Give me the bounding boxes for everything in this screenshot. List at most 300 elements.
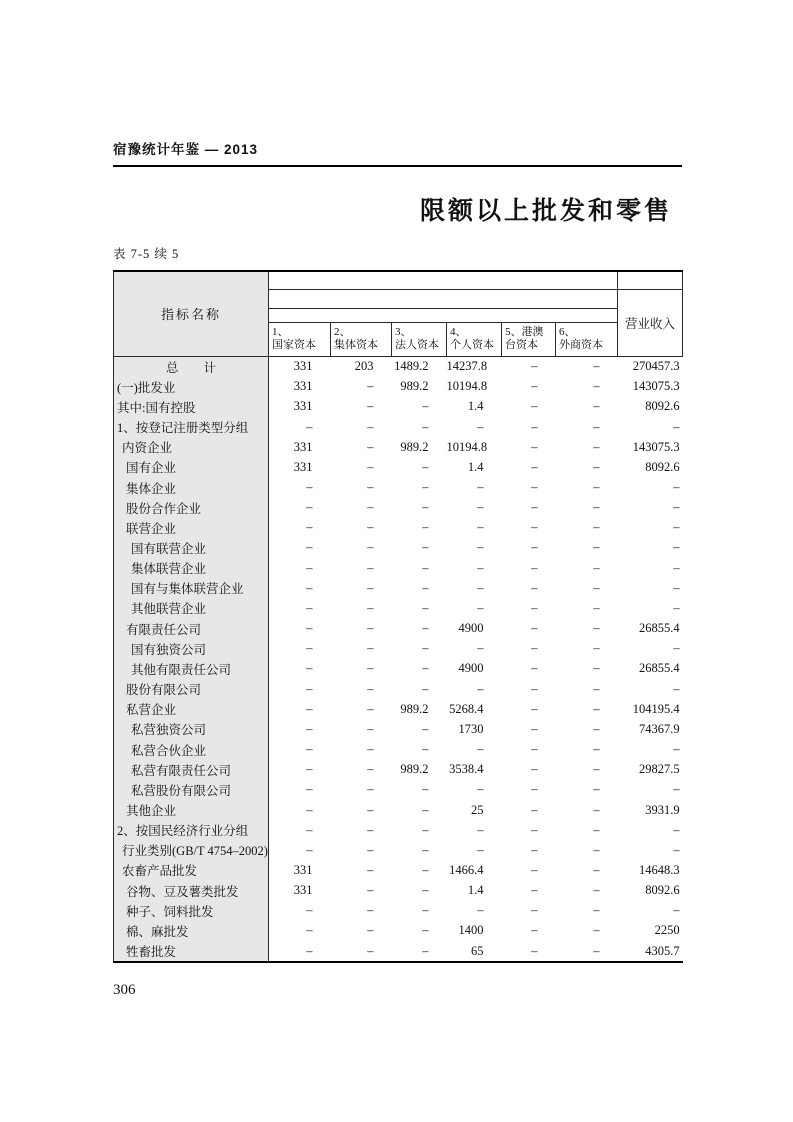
page-content <box>113 138 682 999</box>
revenue-value: – <box>673 842 680 857</box>
revenue-value: – <box>673 681 680 696</box>
capital-value: – <box>593 762 600 777</box>
chapter-title: 限额以上批发和零售 <box>419 198 672 225</box>
capital-value: – <box>477 600 484 615</box>
capital-value: – <box>477 520 484 535</box>
column-header-state-capital <box>269 322 331 356</box>
capital-value: – <box>593 943 600 958</box>
capital-value: 5268.4 <box>449 701 484 716</box>
table-row <box>114 739 683 759</box>
table-row <box>114 457 683 477</box>
capital-value: – <box>422 923 429 938</box>
capital-value: – <box>593 641 600 656</box>
capital-value: – <box>367 500 374 515</box>
table-row <box>114 518 683 538</box>
capital-value: – <box>367 560 374 575</box>
capital-value: – <box>593 480 600 495</box>
capital-value: – <box>422 621 429 636</box>
capital-value: – <box>367 621 374 636</box>
capital-value: – <box>593 923 600 938</box>
capital-value: 331 <box>293 883 313 898</box>
row-label: 国有联营企业 <box>114 538 269 558</box>
column-header-personal-capital <box>447 322 502 356</box>
capital-value: – <box>593 600 600 615</box>
capital-value: – <box>367 661 374 676</box>
capital-value: – <box>593 822 600 837</box>
capital-value: – <box>367 923 374 938</box>
capital-value: 3538.4 <box>449 762 484 777</box>
table-row <box>114 397 683 417</box>
capital-value: – <box>593 540 600 555</box>
capital-value: – <box>306 641 313 656</box>
capital-value: – <box>367 802 374 817</box>
statistics-table <box>113 270 683 963</box>
capital-value: – <box>593 560 600 575</box>
capital-value: – <box>531 762 538 777</box>
capital-value: – <box>593 379 600 394</box>
revenue-value: 8092.6 <box>645 399 680 414</box>
capital-value: – <box>306 943 313 958</box>
table-row <box>114 377 683 397</box>
capital-value: – <box>422 641 429 656</box>
capital-value: – <box>367 459 374 474</box>
capital-value: – <box>593 621 600 636</box>
capital-value: – <box>531 721 538 736</box>
capital-value: – <box>367 943 374 958</box>
table-row <box>114 578 683 598</box>
capital-value: – <box>422 862 429 877</box>
capital-value: – <box>477 822 484 837</box>
capital-value: 989.2 <box>400 439 429 454</box>
row-label: 其他联营企业 <box>114 598 269 618</box>
capital-value: – <box>477 842 484 857</box>
table-body <box>114 356 683 962</box>
table-header <box>114 271 683 356</box>
capital-value: – <box>422 540 429 555</box>
capital-value: – <box>593 842 600 857</box>
row-label: 谷物、豆及薯类批发 <box>114 881 269 901</box>
capital-value: – <box>531 923 538 938</box>
capital-value: – <box>477 560 484 575</box>
table-row <box>114 639 683 659</box>
table-row <box>114 619 683 639</box>
revenue-value: 3931.9 <box>645 802 680 817</box>
row-label: 棉、麻批发 <box>114 921 269 941</box>
capital-value: – <box>306 721 313 736</box>
capital-value: – <box>531 842 538 857</box>
table-row <box>114 840 683 860</box>
table-row <box>114 598 683 618</box>
capital-value: – <box>593 399 600 414</box>
capital-value: – <box>593 701 600 716</box>
table-label: 表 7-5 续 5 <box>113 247 180 261</box>
column-header-collective-capital <box>331 322 392 356</box>
capital-value: 331 <box>293 862 313 877</box>
capital-value: – <box>531 580 538 595</box>
capital-value: 4900 <box>458 621 484 636</box>
capital-value: – <box>306 681 313 696</box>
capital-value: 1.4 <box>467 459 484 474</box>
revenue-value: – <box>673 560 680 575</box>
column-header-line2: 台资本 <box>505 339 538 351</box>
capital-value: – <box>531 943 538 958</box>
header-band-top-right <box>618 271 683 289</box>
page-number: 306 <box>113 982 136 999</box>
row-label: 私营合伙企业 <box>114 739 269 759</box>
capital-value: – <box>422 721 429 736</box>
capital-value: – <box>593 359 600 374</box>
capital-value: – <box>531 822 538 837</box>
table-row <box>114 477 683 497</box>
capital-value: – <box>422 822 429 837</box>
revenue-value: 143075.3 <box>632 379 680 394</box>
revenue-value: 74367.9 <box>638 721 680 736</box>
capital-value: 65 <box>471 943 484 958</box>
revenue-value: 14648.3 <box>638 862 680 877</box>
column-header-line1: 2、 <box>334 326 351 339</box>
capital-value: – <box>306 903 313 918</box>
table-row <box>114 659 683 679</box>
revenue-value: 8092.6 <box>645 883 680 898</box>
revenue-value: 2250 <box>654 923 680 938</box>
capital-value: – <box>477 903 484 918</box>
capital-value: – <box>531 802 538 817</box>
capital-value: – <box>367 480 374 495</box>
column-header-foreign-capital <box>556 322 618 356</box>
capital-value: – <box>367 520 374 535</box>
revenue-value: 8092.6 <box>645 459 680 474</box>
capital-value: – <box>593 520 600 535</box>
capital-value: – <box>531 621 538 636</box>
table-row <box>114 437 683 457</box>
capital-value: – <box>306 600 313 615</box>
capital-value: – <box>367 721 374 736</box>
capital-value: – <box>422 560 429 575</box>
capital-value: – <box>422 802 429 817</box>
revenue-value: – <box>673 822 680 837</box>
capital-value: – <box>593 681 600 696</box>
row-label: 行业类别(GB/T 4754–2002) <box>114 840 269 860</box>
capital-value: – <box>593 459 600 474</box>
revenue-value: 26855.4 <box>638 621 680 636</box>
capital-value: – <box>531 641 538 656</box>
row-label: 1、按登记注册类型分组 <box>114 417 269 437</box>
capital-value: – <box>367 580 374 595</box>
capital-value: – <box>531 379 538 394</box>
revenue-value: 143075.3 <box>632 439 680 454</box>
capital-value: – <box>593 580 600 595</box>
capital-value: – <box>531 419 538 434</box>
capital-value: – <box>422 580 429 595</box>
capital-value: – <box>593 500 600 515</box>
capital-value: – <box>306 762 313 777</box>
capital-value: – <box>306 742 313 757</box>
capital-value: – <box>367 681 374 696</box>
capital-value: – <box>531 560 538 575</box>
capital-value: – <box>531 399 538 414</box>
capital-value: – <box>306 520 313 535</box>
capital-value: 331 <box>293 399 313 414</box>
capital-value: – <box>593 419 600 434</box>
running-head-text: 宿豫统计年鉴 — 2013 <box>113 142 259 157</box>
capital-value: – <box>422 842 429 857</box>
running-head <box>113 138 682 167</box>
capital-value: 1.4 <box>467 399 484 414</box>
capital-value: 1400 <box>458 923 484 938</box>
header-band-lower <box>269 308 618 322</box>
capital-value: – <box>531 903 538 918</box>
row-label: 联营企业 <box>114 518 269 538</box>
revenue-value: 26855.4 <box>638 661 680 676</box>
capital-value: – <box>593 661 600 676</box>
capital-value: – <box>306 621 313 636</box>
capital-value: – <box>531 701 538 716</box>
revenue-value: – <box>673 520 680 535</box>
row-label: 内资企业 <box>114 437 269 457</box>
capital-value: 1.4 <box>467 883 484 898</box>
table-row <box>114 921 683 941</box>
capital-value: – <box>477 500 484 515</box>
capital-value: – <box>422 883 429 898</box>
table-row <box>114 760 683 780</box>
capital-value: – <box>531 520 538 535</box>
capital-value: – <box>422 782 429 797</box>
column-header-line1: 4、 <box>450 326 467 339</box>
capital-value: – <box>593 802 600 817</box>
row-label: 农畜产品批发 <box>114 860 269 880</box>
capital-value: 25 <box>471 802 484 817</box>
column-header-line2: 集体资本 <box>334 339 378 351</box>
table-row <box>114 860 683 880</box>
table-row <box>114 356 683 377</box>
capital-value: – <box>477 742 484 757</box>
capital-value: – <box>367 742 374 757</box>
column-header-line1: 3、 <box>395 326 412 339</box>
capital-value: – <box>531 540 538 555</box>
table-row <box>114 820 683 840</box>
table-row <box>114 901 683 921</box>
capital-value: – <box>593 903 600 918</box>
row-label: 国有企业 <box>114 457 269 477</box>
capital-value: – <box>367 782 374 797</box>
capital-value: 14237.8 <box>446 359 488 374</box>
revenue-value: – <box>673 600 680 615</box>
capital-value: 331 <box>293 459 313 474</box>
capital-value: – <box>367 903 374 918</box>
capital-value: – <box>306 419 313 434</box>
capital-value: – <box>531 480 538 495</box>
capital-value: – <box>531 359 538 374</box>
capital-value: – <box>531 782 538 797</box>
table-row <box>114 941 683 962</box>
header-band-middle <box>269 289 618 308</box>
column-header-line1: 5、港澳 <box>505 326 544 339</box>
column-header-line2: 法人资本 <box>395 339 439 351</box>
table-row <box>114 780 683 800</box>
capital-value: – <box>367 439 374 454</box>
column-header-legal-person-capital <box>392 322 447 356</box>
row-label: 2、按国民经济行业分组 <box>114 820 269 840</box>
capital-value: – <box>477 641 484 656</box>
capital-value: 331 <box>293 439 313 454</box>
capital-value: – <box>306 822 313 837</box>
row-label: 集体联营企业 <box>114 558 269 578</box>
revenue-value: 4305.7 <box>645 943 680 958</box>
capital-value: 10194.8 <box>446 379 488 394</box>
row-label: 私营有限责任公司 <box>114 760 269 780</box>
capital-value: – <box>593 721 600 736</box>
row-label: 其他有限责任公司 <box>114 659 269 679</box>
capital-value: – <box>367 399 374 414</box>
row-label: 总 计 <box>114 356 269 377</box>
capital-value: – <box>306 842 313 857</box>
table-row <box>114 558 683 578</box>
revenue-value: – <box>673 580 680 595</box>
table-row <box>114 679 683 699</box>
revenue-value: 270457.3 <box>632 359 680 374</box>
capital-value: – <box>367 862 374 877</box>
revenue-value: – <box>673 500 680 515</box>
capital-value: – <box>593 782 600 797</box>
capital-value: – <box>367 822 374 837</box>
row-label: 其中:国有控股 <box>114 397 269 417</box>
capital-value: – <box>306 480 313 495</box>
capital-value: – <box>477 580 484 595</box>
capital-value: – <box>306 500 313 515</box>
revenue-value: 29827.5 <box>638 762 680 777</box>
capital-value: – <box>306 560 313 575</box>
row-label: 集体企业 <box>114 477 269 497</box>
capital-value: – <box>422 742 429 757</box>
capital-value: – <box>593 883 600 898</box>
table-row <box>114 800 683 820</box>
capital-value: – <box>422 903 429 918</box>
revenue-value: – <box>673 903 680 918</box>
table-row <box>114 417 683 437</box>
capital-value: – <box>422 520 429 535</box>
revenue-value: – <box>673 480 680 495</box>
capital-value: – <box>306 782 313 797</box>
table-row <box>114 699 683 719</box>
capital-value: – <box>422 459 429 474</box>
capital-value: 989.2 <box>400 762 429 777</box>
revenue-value: – <box>673 782 680 797</box>
table-row <box>114 498 683 518</box>
row-label: 国有独资公司 <box>114 639 269 659</box>
capital-value: 1489.2 <box>394 359 429 374</box>
revenue-header: 营业收入 <box>618 289 683 356</box>
capital-value: – <box>531 742 538 757</box>
capital-value: – <box>306 661 313 676</box>
table-row <box>114 538 683 558</box>
capital-value: – <box>593 439 600 454</box>
row-label: 私营企业 <box>114 699 269 719</box>
revenue-value: 104195.4 <box>632 701 680 716</box>
capital-value: – <box>593 742 600 757</box>
row-label: 国有与集体联营企业 <box>114 578 269 598</box>
capital-value: – <box>367 842 374 857</box>
capital-value: – <box>367 540 374 555</box>
capital-value: 4900 <box>458 661 484 676</box>
capital-value: – <box>422 943 429 958</box>
capital-value: – <box>422 500 429 515</box>
capital-value: 1730 <box>458 721 484 736</box>
capital-value: – <box>367 701 374 716</box>
column-header-line2: 外商资本 <box>559 339 603 351</box>
capital-value: – <box>367 883 374 898</box>
capital-value: – <box>422 419 429 434</box>
capital-value: 331 <box>293 359 313 374</box>
column-header-line2: 国家资本 <box>272 339 316 351</box>
table-row <box>114 881 683 901</box>
row-label: (一)批发业 <box>114 377 269 397</box>
capital-value: – <box>367 762 374 777</box>
row-label: 股份有限公司 <box>114 679 269 699</box>
capital-value: – <box>422 600 429 615</box>
capital-value: – <box>531 500 538 515</box>
header-band-top <box>269 271 618 289</box>
row-label: 私营股份有限公司 <box>114 780 269 800</box>
column-header-line1: 6、 <box>559 326 576 339</box>
capital-value: – <box>367 600 374 615</box>
row-label: 有限责任公司 <box>114 619 269 639</box>
capital-value: – <box>367 641 374 656</box>
capital-value: – <box>531 883 538 898</box>
revenue-value: – <box>673 540 680 555</box>
capital-value: – <box>531 862 538 877</box>
column-header-hmt-capital <box>502 322 556 356</box>
capital-value: – <box>422 681 429 696</box>
capital-value: – <box>306 923 313 938</box>
capital-value: – <box>422 661 429 676</box>
capital-value: – <box>477 782 484 797</box>
header-band-row-top <box>114 271 683 289</box>
capital-value: – <box>477 419 484 434</box>
capital-value: 331 <box>293 379 313 394</box>
revenue-value: – <box>673 419 680 434</box>
row-label: 股份合作企业 <box>114 498 269 518</box>
capital-value: – <box>531 600 538 615</box>
column-header-line1: 1、 <box>272 326 289 339</box>
capital-value: – <box>306 540 313 555</box>
capital-value: – <box>477 681 484 696</box>
row-label: 其他企业 <box>114 800 269 820</box>
table-row <box>114 719 683 739</box>
row-label: 牲畜批发 <box>114 941 269 962</box>
capital-value: – <box>593 862 600 877</box>
capital-value: 203 <box>354 359 374 374</box>
capital-value: 10194.8 <box>446 439 488 454</box>
revenue-value: – <box>673 641 680 656</box>
capital-value: 1466.4 <box>449 862 484 877</box>
capital-value: – <box>306 802 313 817</box>
capital-value: – <box>367 379 374 394</box>
capital-value: 989.2 <box>400 379 429 394</box>
capital-value: – <box>306 580 313 595</box>
capital-value: – <box>367 419 374 434</box>
row-label: 种子、饲料批发 <box>114 901 269 921</box>
capital-value: – <box>422 480 429 495</box>
capital-value: – <box>477 480 484 495</box>
capital-value: – <box>422 399 429 414</box>
indicator-name-header: 指标名称 <box>114 271 269 356</box>
revenue-value: – <box>673 742 680 757</box>
capital-value: – <box>531 459 538 474</box>
column-header-line2: 个人资本 <box>450 339 494 351</box>
capital-value: – <box>531 439 538 454</box>
capital-value: – <box>531 681 538 696</box>
capital-value: 989.2 <box>400 701 429 716</box>
